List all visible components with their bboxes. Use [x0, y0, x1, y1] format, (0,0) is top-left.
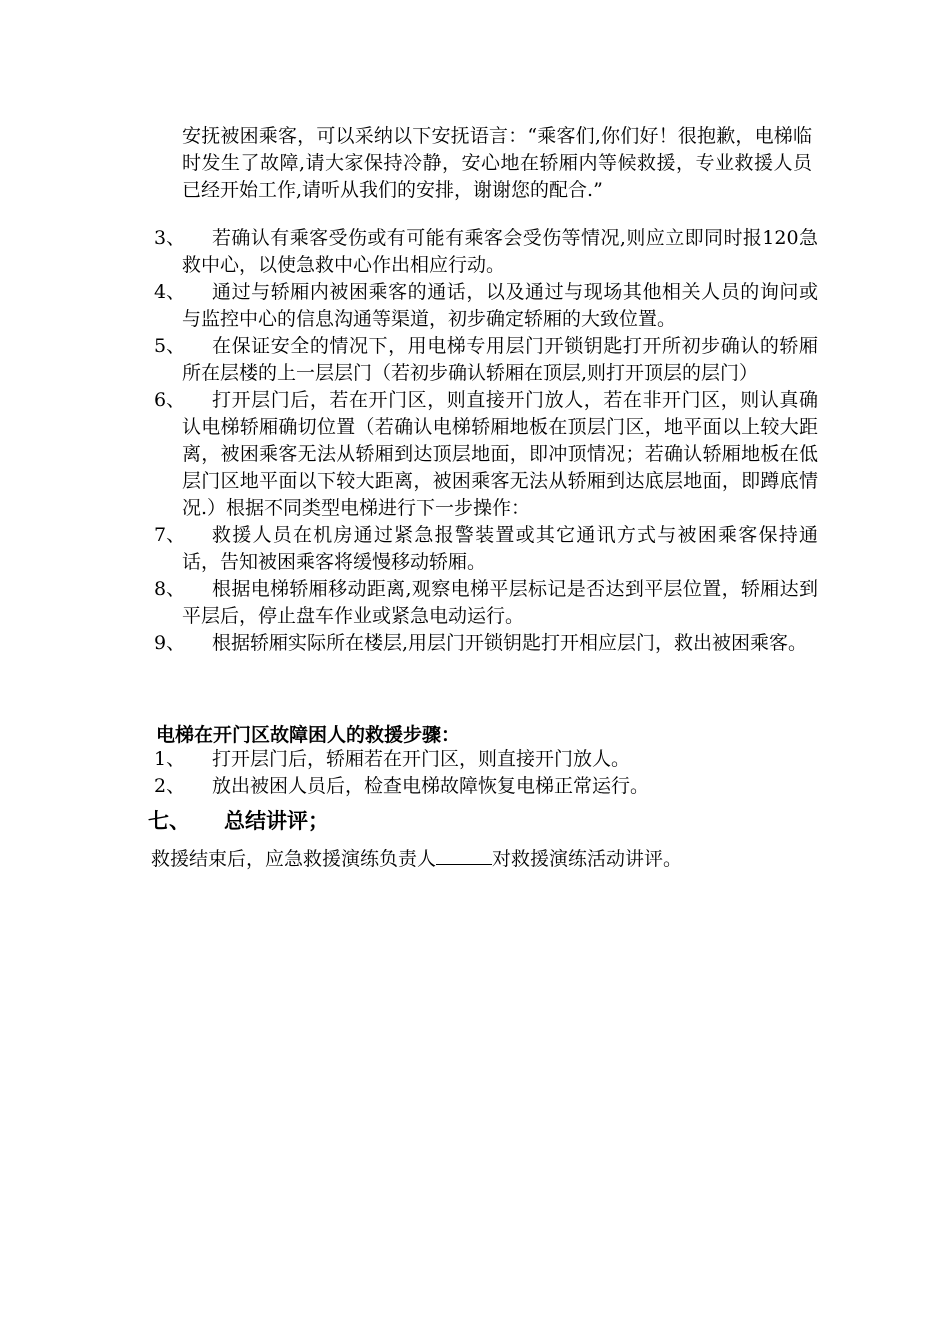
list-item — [148, 225, 818, 279]
step-number: 9、 — [154, 632, 186, 654]
step-text: 打开层门后，若在开门区，则直接开门放人，若在非开门区，则认真确认电梯轿厢确切位置（若确认电梯轿厢地板在顶层门区，地平面以上较大距离，被困乘客无法从轿厢到达顶层地面，即冲顶情况；若确认轿厢地板在低层门区地平面以下较大距离，被困乘客无法从轿厢到达底层地面，即蹲底情况.）根据不同类型电梯进行下一步操作： — [182, 389, 818, 519]
step-text: 根据轿厢实际所在楼层,用层门开锁钥匙打开相应层门，救出被困乘客。 — [212, 632, 808, 654]
step-text: 根据电梯轿厢移动距离,观察电梯平层标记是否达到平层位置，轿厢达到平层后，停止盘车作业或紧急电动运行。 — [182, 578, 818, 627]
list-item — [148, 522, 818, 576]
section-title: 总结讲评； — [224, 809, 329, 833]
summary-text-before: 救援结束后，应急救援演练负责人 — [151, 848, 437, 870]
intro-paragraph: 安抚被困乘客，可以采纳以下安抚语言：“乘客们,你们好！很抱歉，电梯临时发生了故障,请大家保持冷静，安心地在轿厢内等候救援，专业救援人员已经开始工作,请听从我们的安排，谢谢您的配合.” — [182, 125, 812, 201]
step-number: 4、 — [154, 281, 186, 303]
section-heading — [148, 807, 329, 835]
list-item — [148, 387, 818, 522]
list-item — [148, 773, 818, 800]
summary-paragraph — [151, 846, 682, 873]
step-number: 8、 — [154, 578, 186, 600]
step-number: 5、 — [154, 335, 186, 357]
list-item — [148, 279, 818, 333]
fill-in-blank — [436, 846, 492, 865]
list-item — [148, 746, 818, 773]
list-item — [148, 333, 818, 387]
step-text: 放出被困人员后，检查电梯故障恢复电梯正常运行。 — [212, 775, 650, 797]
step-number: 3、 — [154, 227, 186, 249]
step-text: 在保证安全的情况下，用电梯专用层门开锁钥匙打开所初步确认的轿厢所在层楼的上一层层门（若初步确认轿厢在顶层,则打开顶层的层门） — [182, 335, 818, 384]
list-item — [148, 630, 818, 657]
step-number: 6、 — [154, 389, 186, 411]
rescue-steps-list — [148, 225, 818, 657]
section-number: 七、 — [148, 809, 190, 833]
step-number: 7、 — [154, 524, 186, 546]
step-text: 打开层门后，轿厢若在开门区，则直接开门放人。 — [212, 748, 631, 770]
door-zone-steps-list — [148, 746, 818, 800]
step-number: 2、 — [154, 775, 186, 797]
step-number: 1、 — [154, 748, 186, 770]
step-text: 若确认有乘客受伤或有可能有乘客会受伤等情况,则应立即同时报120急救中心，以使急救中心作出相应行动。 — [182, 227, 818, 276]
summary-text-after: 对救援演练活动讲评。 — [492, 848, 683, 870]
step-text: 通过与轿厢内被困乘客的通话，以及通过与现场其他相关人员的询问或与监控中心的信息沟通等渠道，初步确定轿厢的大致位置。 — [182, 281, 818, 330]
step-text: 救援人员在机房通过紧急报警装置或其它通讯方式与被困乘客保持通话，告知被困乘客将缓慢移动轿厢。 — [182, 524, 818, 573]
list-item — [148, 576, 818, 630]
door-zone-subheading: 电梯在开门区故障困人的救援步骤： — [156, 724, 461, 746]
